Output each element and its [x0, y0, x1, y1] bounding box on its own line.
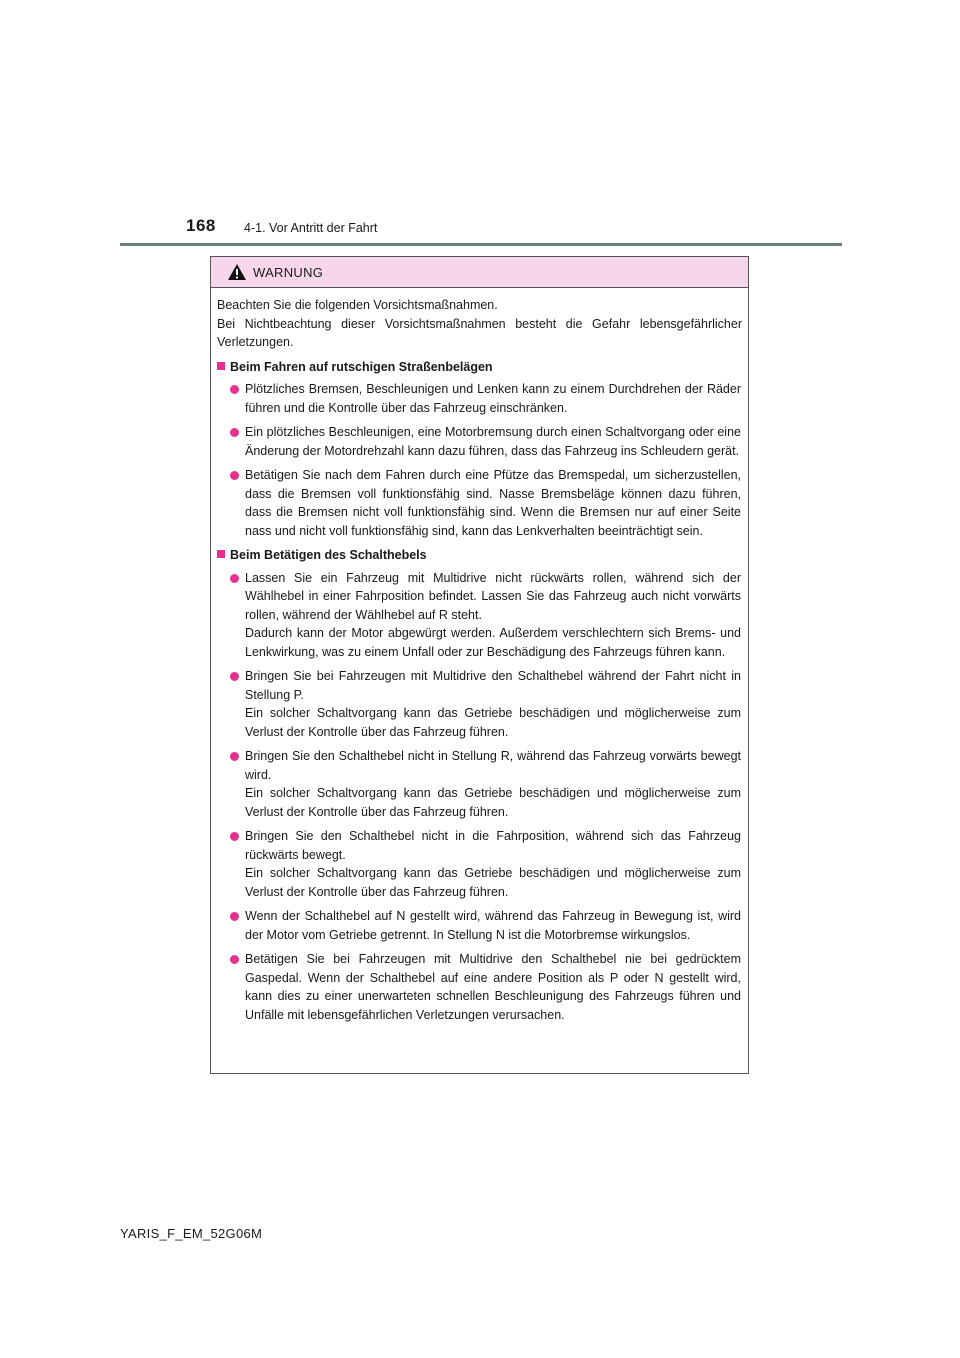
warning-body [211, 288, 748, 1024]
header-divider [120, 243, 842, 246]
list-item [230, 950, 742, 1024]
list-item-text [245, 423, 742, 460]
square-bullet-icon [217, 550, 225, 558]
list-item-text [245, 747, 742, 821]
round-bullet-icon [230, 672, 239, 681]
section-title: 4-1. Vor Antritt der Fahrt [244, 221, 378, 235]
list-item-text [245, 466, 742, 540]
document-id: YARIS_F_EM_52G06M [120, 1226, 263, 1241]
list-item-paragraph: Wenn der Schalthebel auf N gestellt wird, während das Fahrzeug in Bewegung ist, wird der Motor vom Getriebe getrennt. In Stellung N ist die Motorbremse wirkungslos. [245, 909, 741, 942]
round-bullet-icon [230, 385, 239, 394]
list-item [230, 907, 742, 944]
section-heading [217, 358, 742, 377]
list-item [230, 747, 742, 821]
list-item-text [245, 827, 742, 901]
round-bullet-icon [230, 912, 239, 921]
section-heading-text: Beim Betätigen des Schalthebels [230, 548, 427, 562]
list-item-paragraph: Bringen Sie den Schalthebel nicht in Stellung R, während das Fahrzeug vorwärts bewegt wird. [245, 749, 741, 782]
list-item-text [245, 907, 742, 944]
list-item-paragraph: Lassen Sie ein Fahrzeug mit Multidrive nicht rückwärts rollen, während sich der Wählhebel in einer Fahrposition befindet. Lassen Sie das Fahrzeug auch nicht vorwärts rollen, während der Wählhebel auf R steht. [245, 570, 741, 622]
round-bullet-icon [230, 574, 239, 583]
list-item-paragraph: Bringen Sie bei Fahrzeugen mit Multidrive den Schalthebel während der Fahrt nicht in Stellung P. [245, 669, 741, 702]
warning-header [211, 257, 748, 288]
list-item [230, 667, 742, 741]
intro-line: Beachten Sie die folgenden Vorsichtsmaßnahmen. [217, 298, 498, 312]
section-heading [217, 546, 742, 565]
intro-line: Bei Nichtbeachtung dieser Vorsichtsmaßnahmen besteht die Gefahr lebensgefährlicher Verletzungen. [217, 316, 742, 349]
list-item-text [245, 950, 742, 1024]
list-item-paragraph: Ein plötzliches Beschleunigen, eine Motorbremsung durch einen Schaltvorgang oder eine Änderung der Motordrehzahl kann dazu führen, dass das Fahrzeug ins Schleudern gerät. [245, 425, 741, 458]
list-item [230, 466, 742, 540]
list-item-paragraph: Betätigen Sie bei Fahrzeugen mit Multidrive den Schalthebel nie bei gedrücktem Gaspedal. Wenn der Schalthebel auf eine andere Position als P oder N gestellt wird, kann dies zu einer unerwarteten schnellen Beschleunigung des Fahrzeugs führen und Unfälle mit lebensgefährlichen Verletzungen verursachen. [245, 952, 741, 1022]
list-item-paragraph: Dadurch kann der Motor abgewürgt werden. Außerdem verschlechtern sich Brems- und Lenkwirkung, was zu einem Unfall oder zur Beschädigung des Fahrzeugs führen kann. [245, 626, 741, 659]
warning-triangle-icon [227, 263, 247, 281]
square-bullet-icon [217, 362, 225, 370]
list-item-paragraph: Ein solcher Schaltvorgang kann das Getriebe beschädigen und möglicherweise zum Verlust der Kontrolle über das Fahrzeug führen. [245, 706, 741, 739]
list-item-text [245, 667, 742, 741]
list-item-paragraph: Bringen Sie den Schalthebel nicht in die Fahrposition, während sich das Fahrzeug rückwärts bewegt. [245, 829, 741, 862]
list-item-paragraph: Ein solcher Schaltvorgang kann das Getriebe beschädigen und möglicherweise zum Verlust der Kontrolle über das Fahrzeug führen. [245, 786, 741, 819]
warning-title: WARNUNG [253, 265, 324, 280]
round-bullet-icon [230, 752, 239, 761]
list-item [230, 423, 742, 460]
list-item-text [245, 569, 742, 662]
list-item-paragraph: Ein solcher Schaltvorgang kann das Getriebe beschädigen und möglicherweise zum Verlust der Kontrolle über das Fahrzeug führen. [245, 866, 741, 899]
warning-sections [217, 358, 742, 1025]
list-item-paragraph: Betätigen Sie nach dem Fahren durch eine Pfütze das Bremspedal, um sicherzustellen, dass die Bremsen voll funktionsfähig sind. Nasse Bremsbeläge können dazu führen, dass die Bremsen nicht voll funktionsfähig sind. Wenn die Bremsen nur auf einer Seite nass und nicht voll funktionsfähig sind, kann das Lenkverhalten beeinträchtigt sein. [245, 468, 741, 538]
list-item [230, 569, 742, 662]
round-bullet-icon [230, 471, 239, 480]
list-item-paragraph: Plötzliches Bremsen, Beschleunigen und Lenken kann zu einem Durchdrehen der Räder führen und die Kontrolle über das Fahrzeug einschränken. [245, 382, 741, 415]
warning-intro [217, 296, 742, 352]
list-item-text [245, 380, 742, 417]
list-item [230, 827, 742, 901]
round-bullet-icon [230, 428, 239, 437]
section-heading-text: Beim Fahren auf rutschigen Straßenbelägen [230, 359, 493, 374]
page-number: 168 [186, 216, 216, 235]
round-bullet-icon [230, 832, 239, 841]
warning-box [210, 256, 749, 1074]
round-bullet-icon [230, 955, 239, 964]
list-item [230, 380, 742, 417]
